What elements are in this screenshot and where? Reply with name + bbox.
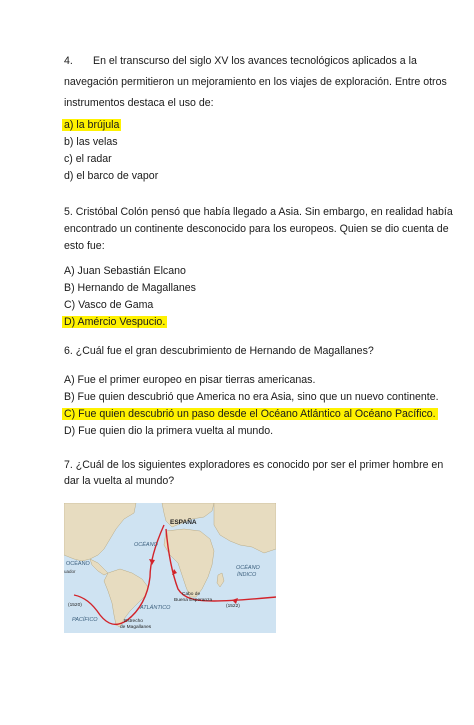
- q7-line-1: 7. ¿Cuál de los siguientes exploradores es conocido por ser el primer hombre en: [64, 459, 444, 471]
- label-cabo-1: Cabo de: [182, 592, 201, 597]
- q5-line-1: 5. Cristóbal Colón pensó que había llegado a Asia. Sin embargo, en realidad había: [64, 206, 453, 218]
- q4-option-b: b) las velas: [64, 136, 118, 148]
- label-estrecho-2: de Magallanes: [120, 625, 152, 630]
- label-espana: ESPAÑA: [170, 519, 197, 526]
- q5-line-2: encontrado un continente desconocido para los europeos. Quien se dio cuenta de: [64, 223, 449, 235]
- q6-option-b: B) Fue quien descubrió que America no era Asia, sino que un nuevo continente.: [64, 391, 439, 403]
- q4-number: 4.: [64, 55, 73, 67]
- q5-option-c: C) Vasco de Gama: [64, 299, 154, 311]
- q5-option-d: [64, 315, 167, 329]
- q5-option-a: A) Juan Sebastián Elcano: [64, 265, 186, 277]
- q6-line-1: 6. ¿Cuál fue el gran descubrimiento de Hernando de Magallanes?: [64, 345, 374, 357]
- label-year-1520: (1520): [68, 603, 82, 608]
- q4-option-c: c) el radar: [64, 153, 112, 165]
- q7-line-2: dar la vuelta al mundo?: [64, 475, 175, 487]
- label-estrecho-1: Estrecho: [124, 619, 143, 624]
- magellan-route-map: [64, 503, 276, 633]
- q5-option-b: B) Hernando de Magallanes: [64, 282, 196, 294]
- q4-option-d: d) el barco de vapor: [64, 170, 159, 182]
- q4-text-1: En el transcurso del siglo XV los avances tecnológicos aplicados a la: [93, 55, 417, 67]
- label-oceano-left: OCÉANO: [66, 561, 90, 567]
- q4-option-a: [64, 118, 121, 132]
- q4-line-2: navegación permitieron un mejoramiento en los viajes de exploración. Entre otros: [64, 76, 447, 88]
- label-oceano-atlantico-top: OCÉANO: [134, 542, 158, 548]
- q4-line-3: instrumentos destaca el uso de:: [64, 97, 214, 109]
- label-oceano-indico-1: OCÉANO: [236, 565, 260, 571]
- label-oceano-indico-2: ÍNDICO: [237, 572, 257, 578]
- label-year-1522: (1522): [226, 604, 240, 609]
- label-ecuador: uador: [64, 569, 76, 574]
- q4-line-1: [64, 54, 417, 68]
- q4-option-a-text: a) la brújula: [64, 119, 120, 131]
- label-cabo-2: Buena Esperanza: [174, 598, 213, 603]
- q6-option-c-text: C) Fue quien descubrió un paso desde el Océano Atlántico al Océano Pacífico.: [64, 408, 436, 420]
- q6-option-d: D) Fue quien dio la primera vuelta al mundo.: [64, 425, 274, 437]
- q5-line-3: esto fue:: [64, 240, 105, 252]
- map-svg: [64, 503, 276, 633]
- q6-option-c: [64, 407, 438, 421]
- q6-option-a: A) Fue el primer europeo en pisar tierras americanas.: [64, 374, 316, 386]
- label-atlantico: ATLÁNTICO: [140, 605, 171, 611]
- q5-option-d-text: D) Amércio Vespucio.: [64, 316, 166, 328]
- label-pacifico: PACÍFICO: [72, 617, 98, 623]
